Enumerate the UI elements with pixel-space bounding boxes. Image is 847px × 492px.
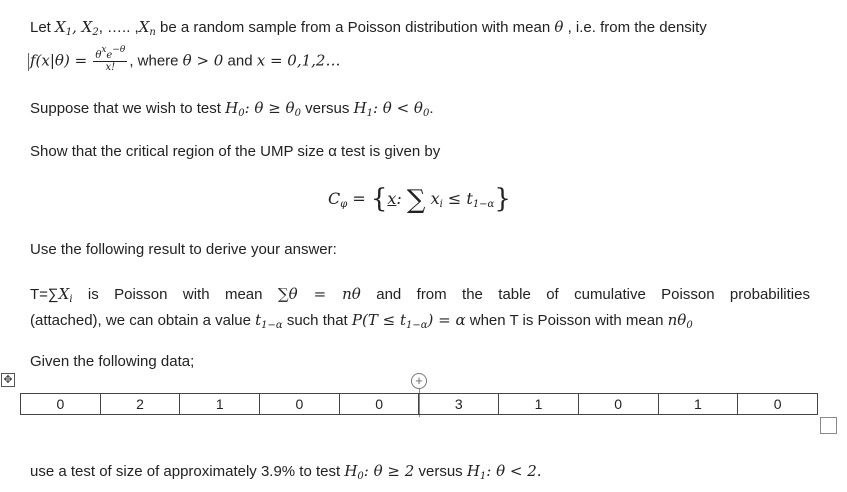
table-row [21,394,818,415]
table-cell[interactable]: 3 [419,394,499,415]
table-cell[interactable]: 1 [180,394,260,415]
intro-line: Let $X_1$, $X_2$, ….. $,X_n$ be a random sample from a Poisson distribution with mean θ , i.e. from the density [30,18,707,38]
table-cell[interactable]: 2 [100,394,180,415]
critical-region-formula: $C_\varphi = \{x$: ∑ $x_i \le t_{1-\alpha}$} [328,184,511,215]
table-cell[interactable]: 1 [499,394,579,415]
hypothesis-line: Suppose that we wish to test $H_0$: $\theta \ge \theta_0$ versus $H_1$: $\theta < \theta_0$. [30,99,434,119]
critical-region-statement: Show that the critical region of the UMP size α test is given by [30,143,441,160]
given-data-line: Given the following data; [30,353,195,370]
table-cell[interactable]: 0 [260,394,340,415]
var-xn: $X_n$ [138,18,156,38]
data-table[interactable] [20,393,818,415]
test-instruction-line: use a test of size of approximately 3.9% to test $H_0$: θ ≥ 2 versus $H_1$: θ < 2. [30,462,542,482]
instruction-line: Use the following result to derive your answer: [30,241,337,258]
result-paragraph-line1: $T=\sum X_i$ is Poisson with mean ∑θ = nθ and from the table of cumulative Poisson probabilities [30,285,810,305]
var-x1: $X_1$, $X_2$ [55,18,99,38]
add-column-icon[interactable]: + [411,373,427,389]
density-line: f(x|θ) = $\frac{\theta^xe^{-\theta}}{x!}$ , where θ > 0 and x = 0,1,2… [30,45,341,73]
text-cursor [28,53,29,71]
table-cell[interactable]: 0 [339,394,419,415]
table-cell[interactable]: 0 [21,394,101,415]
sum-symbol: ∑ [406,185,426,215]
table-cell[interactable]: 0 [738,394,818,415]
table-cell[interactable]: 0 [578,394,658,415]
result-paragraph-line2: (attached), we can obtain a value $t_{1-\alpha}$ such that $P(T \le t_{1-\alpha}) = \alpha$ when T is Poisson with mean $n\theta_0$ [30,311,693,331]
resize-handle-icon[interactable] [820,417,837,434]
move-handle-icon[interactable]: ✥ [1,373,15,387]
table-cell[interactable]: 1 [658,394,738,415]
density-fraction: $\frac{\theta^xe^{-\theta}}{x!}$ [95,45,126,73]
